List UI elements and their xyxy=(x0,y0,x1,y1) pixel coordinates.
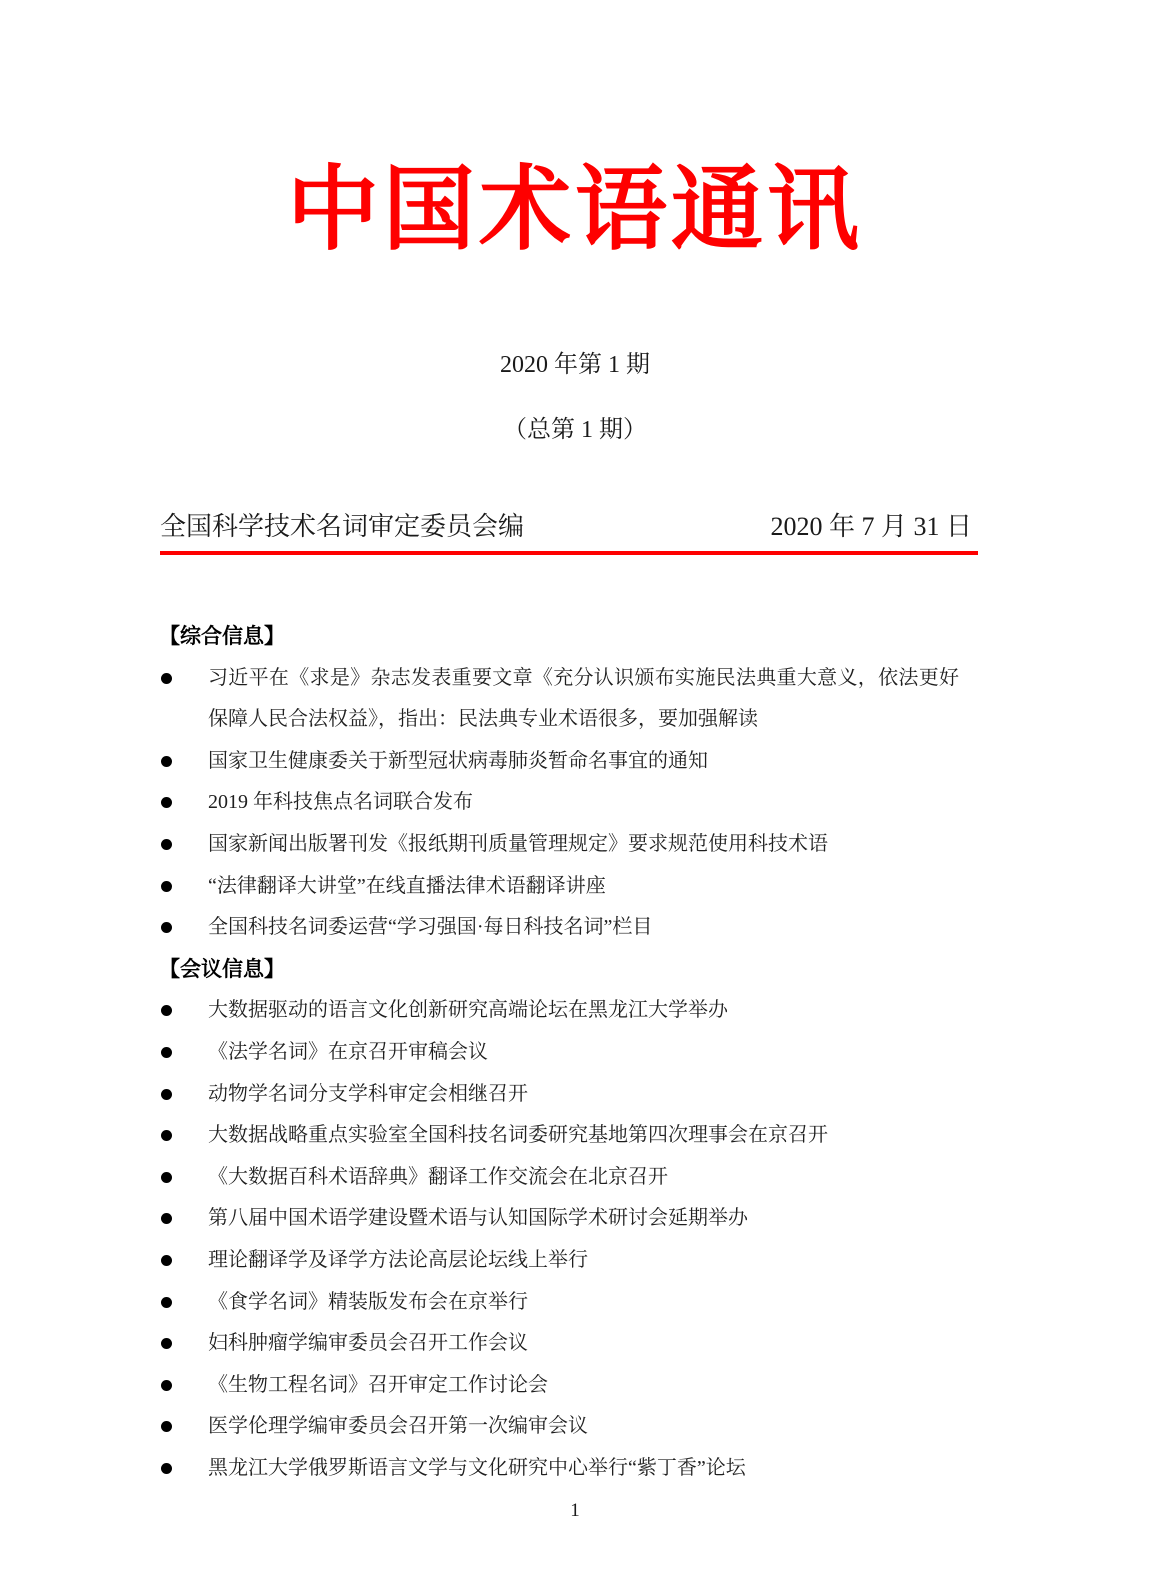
bullet-icon xyxy=(161,1005,172,1016)
bullet-icon xyxy=(161,797,172,808)
bullet-icon xyxy=(161,1338,172,1349)
bullet-icon xyxy=(161,756,172,767)
bullet-icon xyxy=(161,1380,172,1391)
list-item xyxy=(159,1032,959,1074)
list-item-text: 妇科肿瘤学编审委员会召开工作会议 xyxy=(208,1332,528,1355)
list-item xyxy=(159,1282,959,1324)
list-item-text: 2019 年科技焦点名词联合发布 xyxy=(208,791,473,814)
bullet-icon xyxy=(161,881,172,892)
bullet-icon xyxy=(161,1089,172,1100)
list-item-text: 全国科技名词委运营“学习强国·每日科技名词”栏目 xyxy=(208,916,653,939)
bullet-list xyxy=(159,658,959,949)
list-item xyxy=(159,658,959,741)
bullet-list xyxy=(159,990,959,1489)
issue-line: 2020 年第 1 期 xyxy=(500,352,650,378)
list-item-text: 医学伦理学编审委员会召开第一次编审会议 xyxy=(208,1415,588,1438)
editor-row xyxy=(160,506,972,543)
list-item xyxy=(159,782,959,824)
red-divider-rule xyxy=(160,551,978,555)
page-number: 1 xyxy=(570,1500,580,1521)
bullet-icon xyxy=(161,922,172,933)
bullet-icon xyxy=(161,1047,172,1058)
bullet-icon xyxy=(161,839,172,850)
list-item-text: 动物学名词分支学科审定会相继召开 xyxy=(208,1082,528,1105)
editor-label: 全国科学技术名词审定委员会编 xyxy=(160,512,525,541)
list-item-text: 《生物工程名词》召开审定工作讨论会 xyxy=(208,1373,548,1396)
bullet-icon xyxy=(161,1421,172,1432)
list-item xyxy=(159,866,959,908)
bullet-icon xyxy=(161,1172,172,1183)
section-heading: 【综合信息】 xyxy=(159,625,285,648)
list-item xyxy=(159,1406,959,1448)
list-item xyxy=(159,1365,959,1407)
bullet-icon xyxy=(161,1255,172,1266)
list-item xyxy=(159,1240,959,1282)
toc-sections xyxy=(159,616,959,1489)
list-item xyxy=(159,1157,959,1199)
bullet-icon xyxy=(161,1130,172,1141)
list-item xyxy=(159,824,959,866)
list-item xyxy=(159,907,959,949)
list-item-text: 黑龙江大学俄罗斯语言文学与文化研究中心举行“紫丁香”论坛 xyxy=(208,1456,746,1479)
list-item xyxy=(159,1323,959,1365)
list-item-text: 大数据战略重点实验室全国科技名词委研究基地第四次理事会在京召开 xyxy=(208,1124,828,1147)
list-item-text: 理论翻译学及译学方法论高层论坛线上举行 xyxy=(208,1248,588,1271)
list-item xyxy=(159,1198,959,1240)
section-heading: 【会议信息】 xyxy=(159,957,285,981)
list-item-text: 《大数据百科术语辞典》翻译工作交流会在北京召开 xyxy=(208,1165,668,1188)
list-item-text: 《法学名词》在京召开审稿会议 xyxy=(208,1040,488,1063)
list-item-text: 国家新闻出版署刊发《报纸期刊质量管理规定》要求规范使用科技术语 xyxy=(208,832,828,855)
bullet-icon xyxy=(161,673,172,684)
toc-section xyxy=(159,949,959,1490)
total-issue-line: （总第 1 期） xyxy=(503,417,647,443)
list-item-text: 大数据驱动的语言文化创新研究高端论坛在黑龙江大学举办 xyxy=(208,999,728,1022)
list-item xyxy=(159,1448,959,1490)
list-item xyxy=(159,990,959,1032)
list-item-text: 习近平在《求是》杂志发表重要文章《充分认识颁布实施民法典重大意义，依法更好保障人民合法权益》，指出：民法典专业术语很多，要加强解读 xyxy=(208,666,959,731)
list-item-text: 国家卫生健康委关于新型冠状病毒肺炎暂命名事宜的通知 xyxy=(208,749,708,772)
list-item-text: “法律翻译大讲堂”在线直播法律术语翻译讲座 xyxy=(208,874,606,897)
list-item xyxy=(159,1074,959,1116)
list-item-text: 《食学名词》精装版发布会在京举行 xyxy=(208,1290,528,1313)
toc-section xyxy=(159,616,959,949)
bullet-icon xyxy=(161,1297,172,1308)
list-item xyxy=(159,1115,959,1157)
list-item xyxy=(159,741,959,783)
date-label: 2020 年 7 月 31 日 xyxy=(770,512,972,541)
page-title: 中国术语通讯 xyxy=(286,159,863,261)
bullet-icon xyxy=(161,1463,172,1474)
bullet-icon xyxy=(161,1213,172,1224)
list-item-text: 第八届中国术语学建设暨术语与认知国际学术研讨会延期举办 xyxy=(208,1207,748,1230)
